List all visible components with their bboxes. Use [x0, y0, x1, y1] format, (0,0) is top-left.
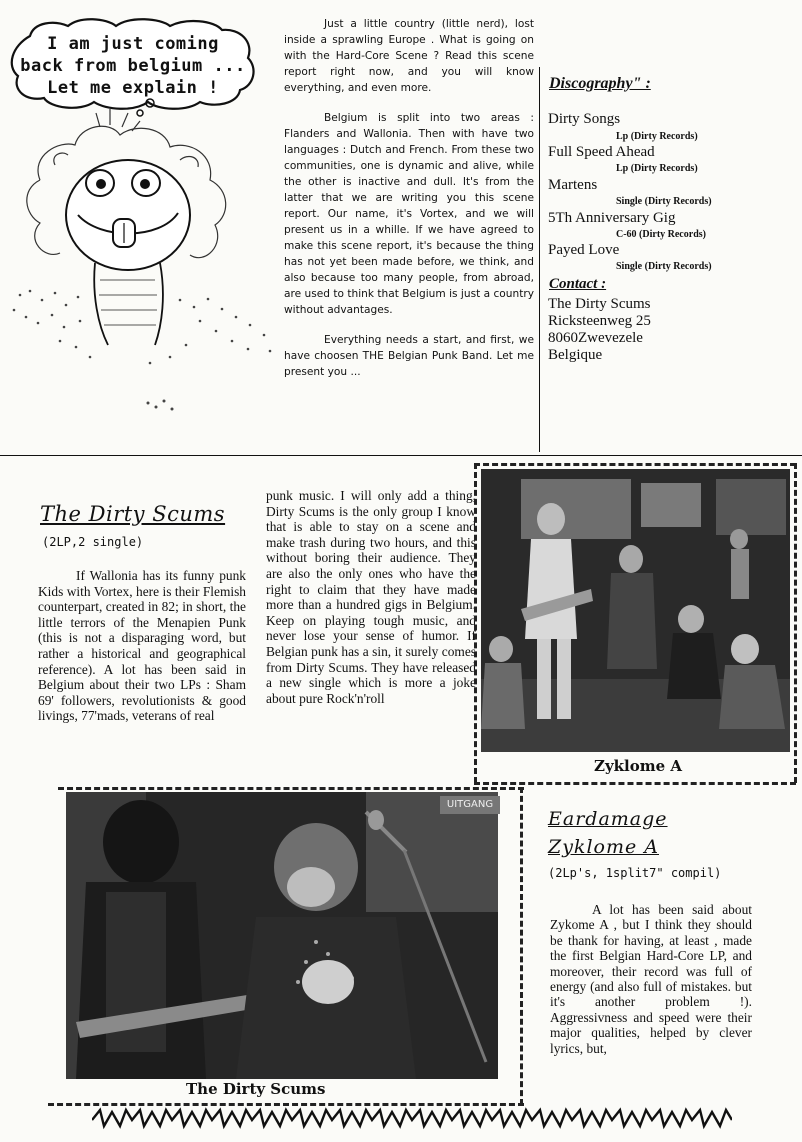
- photo-frame-top: [58, 787, 524, 790]
- discography-title: Discography" :: [549, 75, 651, 92]
- contact-title: Contact :: [549, 276, 607, 292]
- photo-frame-right: [520, 787, 523, 1105]
- eardamage-title-line1: Eardamage: [548, 808, 668, 830]
- contact-line: The Dirty Scums: [548, 296, 651, 312]
- dirty-scums-photo: [66, 792, 498, 1079]
- disco-item-name: 5Th Anniversary Gig: [548, 210, 676, 226]
- eardamage-column: [550, 902, 752, 1056]
- intro-paragraph: Just a little country (little nerd), lost inside a sprawling Europe . What is going on with the Hard-Core Scene ? Read this scene report right now, and you will know everything, and even more.: [284, 18, 534, 94]
- article-paragraph: A lot has been said about Zykome A , but I think they should be thank for having, at least , made the first Belgian Hard-Core LP, and moreover, their record was full of energy (and also full of mistakes. but it's another problem !). Aggressivness and speed were their major qualities, helped by clever lyrics, but,: [550, 902, 752, 1056]
- contact-line: Ricksteenweg 25: [548, 313, 651, 329]
- eardamage-subtitle: (2Lp's, 1split7" compil): [548, 866, 722, 880]
- dirty-scums-subtitle: (2LP,2 single): [42, 535, 144, 549]
- creature-mascot-icon: [0, 95, 285, 425]
- exit-sign: UITGANG: [440, 796, 500, 814]
- bubble-line-2: back from belgium ...: [20, 56, 246, 76]
- disco-item-format: Lp (Dirty Records): [616, 163, 698, 174]
- photo-frame-bottom: [474, 782, 796, 785]
- article-paragraph: punk music. I will only add a thing, Dirty Scums is the only group I know that is able to stay on a scene and make trash during two hours, and this without boring their audience. They are also the only ones who have the right to claim that they have made more than a hundred gigs in Belgium. Keep on playing tough music, and never lose your sense of humor. If Belgian punk has a sin, it surely comes from Dirty Scums. They have released a new single which is more a joke about pure Rock'n'roll: [266, 488, 476, 706]
- section-divider: [0, 455, 802, 456]
- band-live-photo-icon: [481, 469, 790, 752]
- intro-column: [284, 16, 534, 394]
- photo-frame-left: [474, 463, 477, 783]
- disco-item-format: Lp (Dirty Records): [616, 131, 698, 142]
- dirty-scums-title: The Dirty Scums: [40, 502, 226, 526]
- eardamage-title-line2: Zyklome A: [548, 836, 659, 858]
- mascot-illustration: [0, 95, 285, 425]
- disco-item-format: Single (Dirty Records): [616, 261, 712, 272]
- zigzag-border-icon: [92, 1106, 732, 1132]
- disco-item-format: C-60 (Dirty Records): [616, 229, 706, 240]
- disco-item-name: Dirty Songs: [548, 111, 621, 127]
- zyklome-a-photo: [481, 469, 790, 752]
- photo-frame-top: [474, 463, 796, 466]
- disco-item-format: Single (Dirty Records): [616, 196, 712, 207]
- article-paragraph: If Wallonia has its funny punk Kids with Vortex, here is their Flemish counterpart, created in 82; in short, the little terrors of the Menapien Punk (this is not a disparaging word, but rather a historical and geographical reference). A lot has been said in Belgium about their two LPs : Sham 69' followers, revolutionists & good livings, 77'mads, veterans of real: [38, 568, 246, 724]
- zyklome-a-caption: Zyklome A: [588, 757, 688, 775]
- bubble-line-1: I am just coming: [47, 34, 219, 54]
- dirty-scums-column-2: [266, 488, 476, 706]
- bubble-line-3: Let me explain !: [47, 78, 219, 98]
- photo-frame-right: [794, 463, 797, 783]
- intro-paragraph: Belgium is split into two areas : Flanders and Wallonia. Then with have two languages : Dutch and French. From these two communities, one is dynamic and alive, while the other is inactive and dull. It's from the latter that we are writing you this scene report. Our name, it's Vortex, and we will present us in a whille. If we have agreed to make this scene report, it's because the thing has not yet been made before, we think, and also because too many people, from abroad, are used to think that Belgium is just a country without advantages.: [284, 112, 534, 316]
- dirty-scums-caption: The Dirty Scums: [180, 1080, 332, 1098]
- band-live-photo-icon: [66, 792, 498, 1079]
- intro-paragraph: Everything needs a start, and first, we have choosen THE Belgian Punk Band. Let me present you ...: [284, 334, 534, 378]
- contact-line: Belgique: [548, 347, 603, 363]
- disco-item-name: Martens: [548, 177, 598, 193]
- disco-item-name: Full Speed Ahead: [548, 144, 655, 160]
- disco-item-name: Payed Love: [548, 242, 620, 258]
- contact-line: 8060Zwevezele: [548, 330, 643, 346]
- dirty-scums-column-1: [38, 568, 246, 724]
- discography-box: [539, 67, 802, 452]
- zigzag-border: [92, 1106, 732, 1137]
